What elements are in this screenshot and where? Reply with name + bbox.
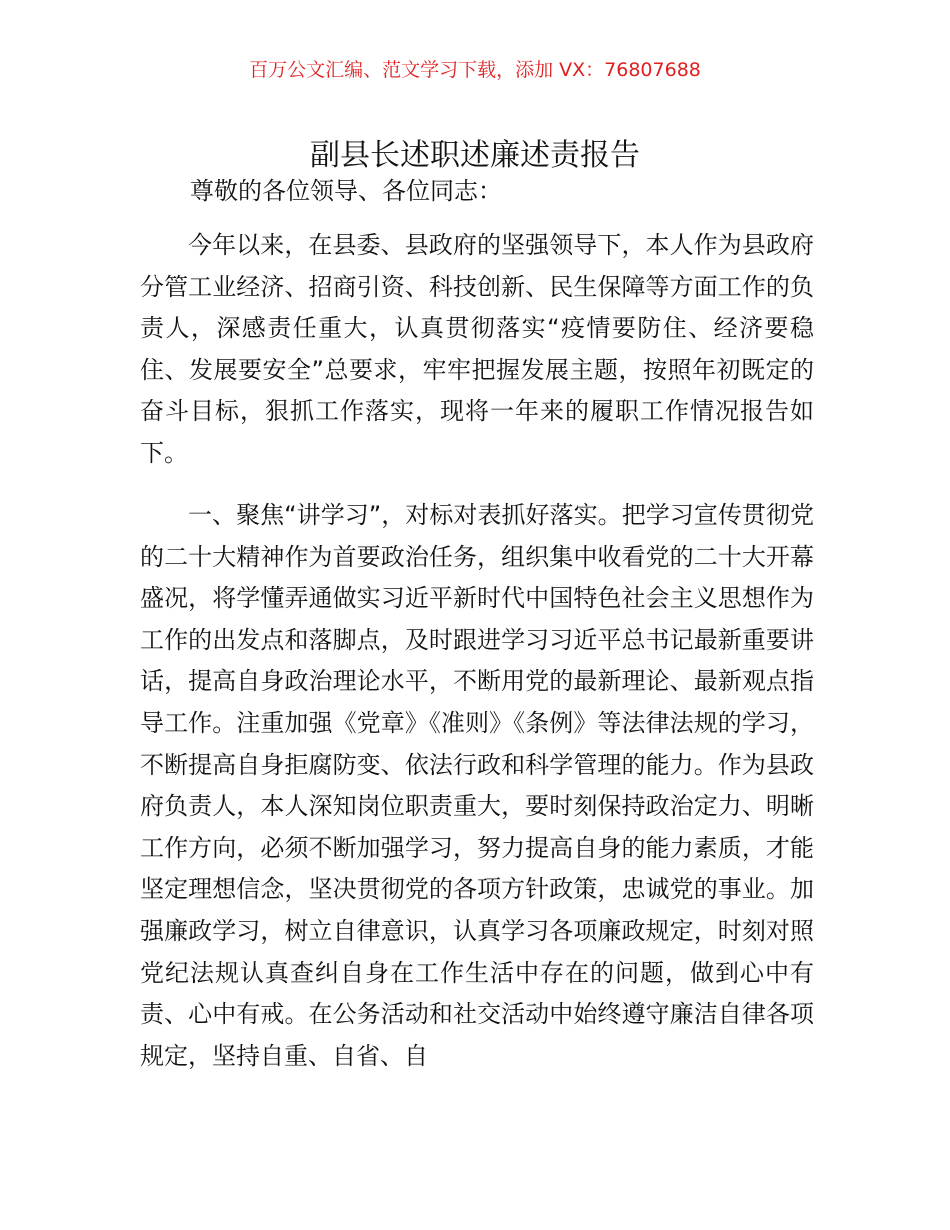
paragraph-section-1: 一、聚焦“讲学习”，对标对表抓好落实。把学习宣传贯彻党的二十大精神作为首要政治任务，组织集中收看党的二十大开幕盛况，将学懂弄通做实习近平新时代中国特色社会主义思想作为工作的出发点和落脚点，及时跟进学习习近平总书记最新重要讲话，提高自身政治理论水平，不断用党的最新理论、最新观点指导工作。注重加强《党章》《准则》《条例》等法律法规的学习，不断提高自身拒腐防变、依法行政和科学管理的能力。作为县政府负责人，本人深知岗位职责重大，要时刻保持政治定力、明晰工作方向，必须不断加强学习，努力提高自身的能力素质，才能坚定理想信念，坚决贯彻党的各项方针政策，忠诚党的事业。加强廉政学习，树立自律意识，认真学习各项廉政规定，时刻对照党纪法规认真查纠自身在工作生活中存在的问题，做到心中有责、心中有戒。在公务活动和社交活动中始终遵守廉洁自律各项规定，坚持自重、自省、自 bbox=[140, 501, 814, 1070]
document-title: 副县长述职述廉述责报告 bbox=[310, 138, 640, 174]
salutation: 尊敬的各位领导、各位同志： bbox=[190, 177, 502, 205]
paragraph-intro: 今年以来，在县委、县政府的坚强领导下，本人作为县政府分管工业经济、招商引资、科技创新、民生保障等方面工作的负责人，深感责任重大，认真贯彻落实“疫情要防住、经济要稳住、发展要安全”总要求，牢牢把握发展主题，按照年初既定的奋斗目标，狠抓工作落实，现将一年来的履职工作情况报告如下。 bbox=[140, 231, 814, 467]
watermark-banner: 百万公文汇编、范文学习下载，添加 VX：76807688 bbox=[249, 59, 701, 81]
